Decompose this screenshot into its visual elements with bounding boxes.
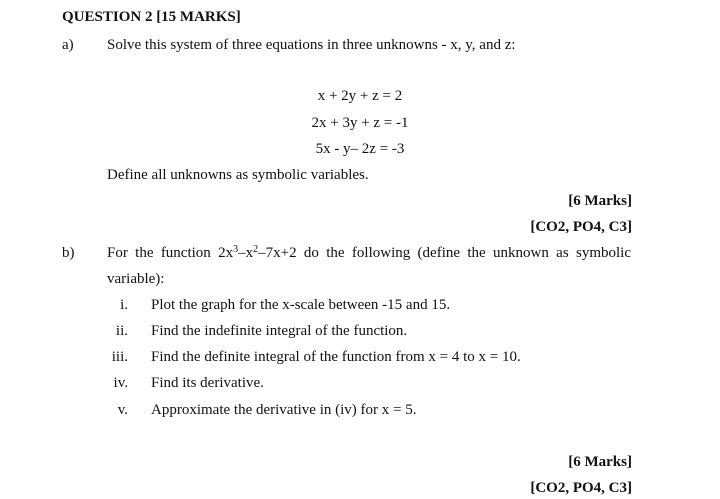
part-b-marks: [6 Marks] bbox=[568, 454, 632, 470]
part-b-outcomes: [CO2, PO4, C3] bbox=[530, 480, 632, 496]
item-number: i. bbox=[120, 297, 128, 313]
part-b-intro-line2: variable): bbox=[107, 271, 165, 287]
exponent-3: 3 bbox=[233, 244, 239, 255]
part-b-label: b) bbox=[62, 245, 75, 261]
item-number: v. bbox=[117, 402, 128, 418]
intro-text-mid: –x bbox=[238, 245, 254, 261]
item-text: Plot the graph for the x-scale between -15 and 15. bbox=[151, 297, 451, 313]
intro-text-end: –7x+2 do the following (define the unknown as symbolic bbox=[258, 245, 631, 261]
exponent-2: 2 bbox=[253, 244, 259, 255]
item-number: iv. bbox=[113, 375, 128, 391]
part-a-note: Define all unknowns as symbolic variables. bbox=[107, 167, 369, 183]
intro-text-start: For the function 2x bbox=[107, 245, 234, 261]
item-number: iii. bbox=[111, 349, 128, 365]
equation-3: 5x - y– 2z = -3 bbox=[315, 141, 405, 157]
part-a-outcomes: [CO2, PO4, C3] bbox=[530, 219, 632, 235]
equation-1: x + 2y + z = 2 bbox=[317, 88, 403, 104]
part-a-marks: [6 Marks] bbox=[568, 193, 632, 209]
part-a-prompt: Solve this system of three equations in three unknowns - x, y, and z: bbox=[107, 37, 516, 53]
item-text: Find the indefinite integral of the function. bbox=[151, 323, 408, 339]
item-text: Find its derivative. bbox=[151, 375, 264, 391]
part-a-label: a) bbox=[62, 37, 74, 53]
question-title: QUESTION 2 [15 MARKS] bbox=[62, 9, 241, 25]
item-text: Approximate the derivative in (iv) for x = 5. bbox=[151, 402, 417, 418]
equation-2: 2x + 3y + z = -1 bbox=[311, 115, 409, 131]
item-text: Find the definite integral of the function from x = 4 to x = 10. bbox=[151, 349, 521, 365]
item-number: ii. bbox=[115, 323, 128, 339]
part-b-intro bbox=[107, 244, 631, 262]
